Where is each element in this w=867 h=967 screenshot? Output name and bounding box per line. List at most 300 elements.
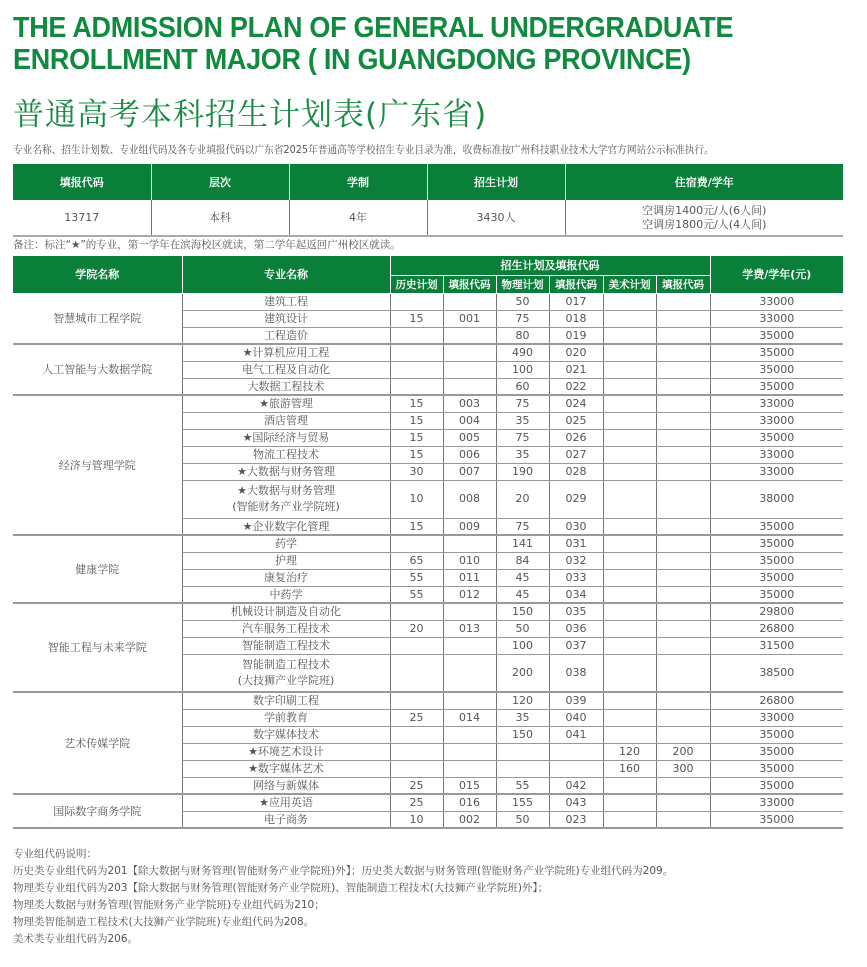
- physics-plan-cell: 190: [496, 463, 549, 480]
- major-name-line-1: ★应用英语: [259, 796, 313, 810]
- physics-code-cell: 020: [549, 344, 603, 361]
- physics-plan-cell: 84: [496, 552, 549, 569]
- table-row: [13, 794, 843, 811]
- history-code-cell: [443, 378, 496, 395]
- summary-dorm-fee: [565, 200, 843, 236]
- history-plan-cell: [390, 760, 443, 777]
- physics-plan-cell: 45: [496, 569, 549, 586]
- art-code-cell: [656, 709, 710, 726]
- summary-header-dorm-fee: 住宿费/学年: [565, 164, 843, 200]
- physics-plan-cell: 75: [496, 310, 549, 327]
- footer-line: 历史类专业组代码为201【除大数据与财务管理(智能财务产业学院班)外】；历史类大数据与财务管理(智能财务产业学院班)专业组代码为209。: [13, 865, 674, 877]
- major-name-line-1: 大数据工程技术: [247, 379, 325, 393]
- major-name-line-1: 汽车服务工程技术: [242, 622, 330, 635]
- art-plan-cell: [603, 429, 656, 446]
- summary-header-plan: 招生计划: [427, 164, 565, 200]
- physics-plan-cell: 35: [496, 709, 549, 726]
- major-name-line-1: 康复治疗: [264, 571, 308, 584]
- physics-plan-cell: 80: [496, 327, 549, 344]
- history-code-cell: 014: [443, 709, 496, 726]
- admission-plan-table: [13, 256, 843, 829]
- major-name-line-1: 建筑设计: [264, 312, 308, 325]
- history-plan-cell: [390, 293, 443, 310]
- art-code-cell: [656, 293, 710, 310]
- college-name: 智慧城市工程学院: [13, 293, 182, 344]
- summary-header-level: 层次: [151, 164, 289, 200]
- physics-code-cell: 041: [549, 726, 603, 743]
- history-plan-cell: 55: [390, 569, 443, 586]
- history-plan-cell: [390, 654, 443, 692]
- header-physics-code: 填报代码: [549, 275, 603, 293]
- tuition-cell: 35000: [710, 535, 843, 552]
- major-name-line-1: 数字印刷工程: [253, 694, 319, 708]
- major-name: [182, 327, 390, 344]
- physics-plan-cell: 150: [496, 726, 549, 743]
- major-name-line-1: 工程造价: [264, 328, 308, 342]
- major-name: [182, 777, 390, 794]
- college-name: 国际数字商务学院: [13, 794, 182, 828]
- major-name: [182, 412, 390, 429]
- group-code-notes: [13, 846, 673, 948]
- history-code-cell: 002: [443, 811, 496, 828]
- art-plan-cell: [603, 361, 656, 378]
- art-plan-cell: [603, 709, 656, 726]
- physics-plan-cell: 50: [496, 620, 549, 637]
- major-name: [182, 620, 390, 637]
- history-code-cell: 011: [443, 569, 496, 586]
- table-row: [13, 692, 843, 709]
- major-name-line-1: 智能制造工程技术: [242, 639, 330, 652]
- footer-line: 物理类大数据与财务管理(智能财务产业学院班)专业组代码为210；: [13, 899, 325, 911]
- art-code-cell: [656, 726, 710, 743]
- major-name-line-1: ★大数据与财务管理: [237, 465, 335, 478]
- physics-code-cell: 038: [549, 654, 603, 692]
- physics-plan-cell: 75: [496, 518, 549, 535]
- art-code-cell: [656, 692, 710, 709]
- physics-plan-cell: 35: [496, 446, 549, 463]
- history-code-cell: [443, 637, 496, 654]
- history-code-cell: 004: [443, 412, 496, 429]
- major-name: [182, 463, 390, 480]
- physics-code-cell: 030: [549, 518, 603, 535]
- physics-code-cell: 018: [549, 310, 603, 327]
- major-name: [182, 378, 390, 395]
- major-name: [182, 586, 390, 603]
- major-name-line-1: 智能制造工程技术: [242, 657, 330, 671]
- summary-data-row: [13, 200, 843, 236]
- tuition-cell: 35000: [710, 811, 843, 828]
- tuition-cell: 35000: [710, 327, 843, 344]
- tuition-cell: 33000: [710, 463, 843, 480]
- header-tuition: 学费/学年(元): [710, 256, 843, 293]
- header-physics-plan: 物理计划: [496, 275, 549, 293]
- art-plan-cell: [603, 463, 656, 480]
- tuition-cell: 35000: [710, 552, 843, 569]
- physics-code-cell: 019: [549, 327, 603, 344]
- major-name: [182, 760, 390, 777]
- table-row: [13, 395, 843, 412]
- major-name: [182, 692, 390, 709]
- major-name: [182, 535, 390, 552]
- summary-level: 本科: [151, 200, 289, 236]
- art-code-cell: [656, 535, 710, 552]
- physics-plan-cell: 200: [496, 654, 549, 692]
- major-name-line-1: 学前教育: [264, 711, 308, 724]
- art-plan-cell: [603, 569, 656, 586]
- summary-header-duration: 学制: [289, 164, 427, 200]
- physics-code-cell: 043: [549, 794, 603, 811]
- history-code-cell: [443, 654, 496, 692]
- college-name: 艺术传媒学院: [13, 692, 182, 794]
- major-name-line-1: 护理: [275, 554, 297, 567]
- physics-plan-cell: 150: [496, 603, 549, 620]
- physics-plan-cell: 50: [496, 293, 549, 310]
- major-name: [182, 654, 390, 692]
- tuition-cell: 33000: [710, 446, 843, 463]
- art-plan-cell: 120: [603, 743, 656, 760]
- physics-plan-cell: 155: [496, 794, 549, 811]
- tuition-cell: 29800: [710, 603, 843, 620]
- history-plan-cell: [390, 726, 443, 743]
- history-plan-cell: [390, 535, 443, 552]
- major-name: [182, 743, 390, 760]
- history-code-cell: 015: [443, 777, 496, 794]
- major-name-line-1: 网络与新媒体: [253, 778, 319, 792]
- art-code-cell: [656, 620, 710, 637]
- header-history-code: 填报代码: [443, 275, 496, 293]
- major-name: [182, 709, 390, 726]
- history-plan-cell: 10: [390, 480, 443, 518]
- major-name: [182, 603, 390, 620]
- major-name: [182, 637, 390, 654]
- history-plan-cell: [390, 743, 443, 760]
- physics-code-cell: 027: [549, 446, 603, 463]
- art-code-cell: [656, 654, 710, 692]
- major-name-line-1: 物流工程技术: [253, 448, 319, 461]
- physics-code-cell: 029: [549, 480, 603, 518]
- table-body: [13, 293, 843, 828]
- art-plan-cell: [603, 586, 656, 603]
- major-name: [182, 811, 390, 828]
- art-code-cell: [656, 378, 710, 395]
- major-name-line-1: ★企业数字化管理: [242, 519, 330, 533]
- major-name-line-1: 建筑工程: [264, 295, 308, 308]
- history-plan-cell: 15: [390, 446, 443, 463]
- history-plan-cell: [390, 344, 443, 361]
- major-name-line-1: ★环境艺术设计: [248, 745, 324, 758]
- physics-code-cell: 026: [549, 429, 603, 446]
- physics-plan-cell: 60: [496, 378, 549, 395]
- history-code-cell: [443, 344, 496, 361]
- tuition-cell: 35000: [710, 344, 843, 361]
- major-name-line-1: ★计算机应用工程: [242, 346, 330, 360]
- physics-code-cell: 032: [549, 552, 603, 569]
- art-code-cell: [656, 794, 710, 811]
- physics-plan-cell: [496, 743, 549, 760]
- physics-plan-cell: 55: [496, 777, 549, 794]
- history-plan-cell: 25: [390, 709, 443, 726]
- history-code-cell: [443, 603, 496, 620]
- table-header-row-1: [13, 256, 843, 275]
- major-name-line-1: 中药学: [269, 587, 303, 601]
- tuition-cell: 33000: [710, 794, 843, 811]
- header-major: 专业名称: [182, 256, 390, 293]
- major-name: [182, 293, 390, 310]
- physics-code-cell: 036: [549, 620, 603, 637]
- physics-plan-cell: 100: [496, 361, 549, 378]
- table-row: [13, 344, 843, 361]
- footer-line: 物理类专业组代码为203【除大数据与财务管理(智能财务产业学院班)、智能制造工程技术(大技狮产业学院班)外】；: [13, 882, 549, 894]
- major-name: [182, 726, 390, 743]
- major-name: [182, 569, 390, 586]
- art-code-cell: [656, 480, 710, 518]
- tuition-cell: 26800: [710, 620, 843, 637]
- physics-code-cell: 031: [549, 535, 603, 552]
- tuition-cell: 33000: [710, 412, 843, 429]
- history-code-cell: 007: [443, 463, 496, 480]
- physics-plan-cell: [496, 760, 549, 777]
- physics-plan-cell: 45: [496, 586, 549, 603]
- summary-table: [13, 164, 843, 237]
- physics-code-cell: 034: [549, 586, 603, 603]
- header-history-plan: 历史计划: [390, 275, 443, 293]
- art-plan-cell: [603, 637, 656, 654]
- physics-code-cell: 021: [549, 361, 603, 378]
- dorm-fee-option-1: 空调房1400元/人(6人间): [642, 203, 767, 217]
- history-plan-cell: [390, 361, 443, 378]
- history-plan-cell: [390, 637, 443, 654]
- history-plan-cell: 55: [390, 586, 443, 603]
- summary-duration: 4年: [289, 200, 427, 236]
- history-plan-cell: 15: [390, 412, 443, 429]
- tuition-cell: 35000: [710, 760, 843, 777]
- history-code-cell: 009: [443, 518, 496, 535]
- history-code-cell: 003: [443, 395, 496, 412]
- art-code-cell: [656, 310, 710, 327]
- major-name-line-1: 酒店管理: [264, 414, 308, 427]
- art-plan-cell: [603, 344, 656, 361]
- history-plan-cell: 25: [390, 777, 443, 794]
- history-plan-cell: 20: [390, 620, 443, 637]
- physics-plan-cell: 75: [496, 429, 549, 446]
- history-code-cell: 016: [443, 794, 496, 811]
- physics-code-cell: 017: [549, 293, 603, 310]
- physics-code-cell: [549, 760, 603, 777]
- physics-code-cell: 023: [549, 811, 603, 828]
- history-code-cell: 010: [443, 552, 496, 569]
- major-name-line-1: 电气工程及自动化: [242, 363, 330, 376]
- major-name-line-1: 电子商务: [264, 812, 308, 826]
- art-code-cell: [656, 344, 710, 361]
- art-plan-cell: [603, 395, 656, 412]
- art-code-cell: [656, 586, 710, 603]
- physics-plan-cell: 50: [496, 811, 549, 828]
- major-name: [182, 518, 390, 535]
- art-plan-cell: [603, 310, 656, 327]
- tuition-cell: 33000: [710, 709, 843, 726]
- art-plan-cell: [603, 811, 656, 828]
- physics-plan-cell: 35: [496, 412, 549, 429]
- art-code-cell: [656, 569, 710, 586]
- major-name: [182, 794, 390, 811]
- tuition-cell: 38500: [710, 654, 843, 692]
- tuition-cell: 35000: [710, 429, 843, 446]
- physics-code-cell: 024: [549, 395, 603, 412]
- major-name: [182, 361, 390, 378]
- major-name: [182, 446, 390, 463]
- art-code-cell: 200: [656, 743, 710, 760]
- art-plan-cell: [603, 446, 656, 463]
- physics-plan-cell: 490: [496, 344, 549, 361]
- title-en-line-1: THE ADMISSION PLAN OF GENERAL UNDERGRADUATE: [13, 12, 734, 44]
- tuition-cell: 33000: [710, 395, 843, 412]
- physics-plan-cell: 100: [496, 637, 549, 654]
- art-plan-cell: [603, 620, 656, 637]
- tuition-cell: 35000: [710, 361, 843, 378]
- major-name-line-1: 药学: [275, 537, 297, 551]
- art-plan-cell: 160: [603, 760, 656, 777]
- major-name-line-1: ★国际经济与贸易: [242, 431, 330, 444]
- history-code-cell: 001: [443, 310, 496, 327]
- intro-text: 专业名称、招生计划数、专业组代码及各专业填报代码以广东省2025年普通高等学校招生专业目录为准，收费标准按广州科技职业技术大学官方网站公示标准执行。: [13, 144, 714, 156]
- physics-code-cell: 042: [549, 777, 603, 794]
- summary-plan: 3430人: [427, 200, 565, 236]
- physics-plan-cell: 120: [496, 692, 549, 709]
- footer-line: 美术类专业组代码为206。: [13, 933, 139, 945]
- art-plan-cell: [603, 692, 656, 709]
- major-name: [182, 310, 390, 327]
- history-plan-cell: 15: [390, 429, 443, 446]
- art-plan-cell: [603, 794, 656, 811]
- art-code-cell: [656, 446, 710, 463]
- college-name: 智能工程与未来学院: [13, 603, 182, 692]
- major-name: [182, 344, 390, 361]
- physics-code-cell: [549, 743, 603, 760]
- art-plan-cell: [603, 603, 656, 620]
- art-code-cell: [656, 361, 710, 378]
- history-plan-cell: [390, 327, 443, 344]
- art-code-cell: [656, 463, 710, 480]
- header-plan-group: 招生计划及填报代码: [390, 256, 710, 275]
- history-code-cell: 013: [443, 620, 496, 637]
- art-code-cell: [656, 429, 710, 446]
- history-plan-cell: 10: [390, 811, 443, 828]
- art-plan-cell: [603, 378, 656, 395]
- art-plan-cell: [603, 412, 656, 429]
- art-code-cell: [656, 777, 710, 794]
- history-code-cell: 008: [443, 480, 496, 518]
- physics-plan-cell: 20: [496, 480, 549, 518]
- history-code-cell: [443, 535, 496, 552]
- art-plan-cell: [603, 777, 656, 794]
- tuition-cell: 35000: [710, 569, 843, 586]
- physics-plan-cell: 141: [496, 535, 549, 552]
- history-code-cell: [443, 726, 496, 743]
- page-title-chinese: 普通高考本科招生计划表(广东省): [13, 97, 488, 133]
- physics-code-cell: 025: [549, 412, 603, 429]
- art-plan-cell: [603, 535, 656, 552]
- history-code-cell: 006: [443, 446, 496, 463]
- major-name-line-1: 机械设计制造及自动化: [231, 605, 341, 619]
- physics-code-cell: 022: [549, 378, 603, 395]
- summary-header-code: 填报代码: [13, 164, 151, 200]
- history-code-cell: [443, 692, 496, 709]
- tuition-cell: 35000: [710, 378, 843, 395]
- history-plan-cell: 15: [390, 395, 443, 412]
- major-name: [182, 429, 390, 446]
- history-code-cell: [443, 760, 496, 777]
- major-name-line-1: ★数字媒体艺术: [248, 762, 324, 775]
- art-code-cell: [656, 637, 710, 654]
- dorm-fee-option-2: 空调房1800元/人(4人间): [642, 217, 767, 231]
- history-plan-cell: [390, 603, 443, 620]
- art-code-cell: [656, 412, 710, 429]
- physics-code-cell: 039: [549, 692, 603, 709]
- physics-code-cell: 037: [549, 637, 603, 654]
- major-name: [182, 480, 390, 518]
- art-code-cell: [656, 552, 710, 569]
- header-art-code: 填报代码: [656, 275, 710, 293]
- tuition-cell: 35000: [710, 518, 843, 535]
- header-college: 学院名称: [13, 256, 182, 293]
- star-note: 备注：标注“★”的专业，第一学年在滨海校区就读，第二学年起返回广州校区就读。: [13, 239, 401, 251]
- art-plan-cell: [603, 480, 656, 518]
- major-name-line-2: (智能财务产业学院班): [232, 500, 340, 513]
- art-code-cell: [656, 327, 710, 344]
- tuition-cell: 33000: [710, 293, 843, 310]
- history-code-cell: [443, 327, 496, 344]
- major-name-line-1: 数字媒体技术: [253, 728, 319, 741]
- college-name: 人工智能与大数据学院: [13, 344, 182, 395]
- history-plan-cell: 25: [390, 794, 443, 811]
- table-row: [13, 293, 843, 310]
- art-code-cell: [656, 518, 710, 535]
- tuition-cell: 26800: [710, 692, 843, 709]
- physics-code-cell: 033: [549, 569, 603, 586]
- history-code-cell: [443, 361, 496, 378]
- title-en-line-2: ENROLLMENT MAJOR ( IN GUANGDONG PROVINCE): [13, 44, 691, 76]
- major-name: [182, 552, 390, 569]
- table-row: [13, 535, 843, 552]
- college-name: 经济与管理学院: [13, 395, 182, 535]
- art-plan-cell: [603, 293, 656, 310]
- history-code-cell: [443, 743, 496, 760]
- art-code-cell: [656, 395, 710, 412]
- art-code-cell: [656, 811, 710, 828]
- tuition-cell: 31500: [710, 637, 843, 654]
- header-art-plan: 美术计划: [603, 275, 656, 293]
- physics-code-cell: 040: [549, 709, 603, 726]
- page-title-english: [13, 12, 799, 76]
- art-code-cell: [656, 603, 710, 620]
- history-plan-cell: [390, 692, 443, 709]
- history-code-cell: [443, 293, 496, 310]
- physics-code-cell: 028: [549, 463, 603, 480]
- history-code-cell: 005: [443, 429, 496, 446]
- major-name-line-1: ★大数据与财务管理: [237, 484, 335, 497]
- history-code-cell: 012: [443, 586, 496, 603]
- college-name: 健康学院: [13, 535, 182, 603]
- history-plan-cell: 30: [390, 463, 443, 480]
- major-name-line-2: (大技狮产业学院班): [237, 673, 335, 687]
- footer-line: 物理类智能制造工程技术(大技狮产业学院班)专业组代码为208。: [13, 916, 315, 928]
- tuition-cell: 35000: [710, 586, 843, 603]
- summary-code: 13717: [13, 200, 151, 236]
- art-plan-cell: [603, 726, 656, 743]
- table-row: [13, 603, 843, 620]
- art-plan-cell: [603, 552, 656, 569]
- physics-plan-cell: 75: [496, 395, 549, 412]
